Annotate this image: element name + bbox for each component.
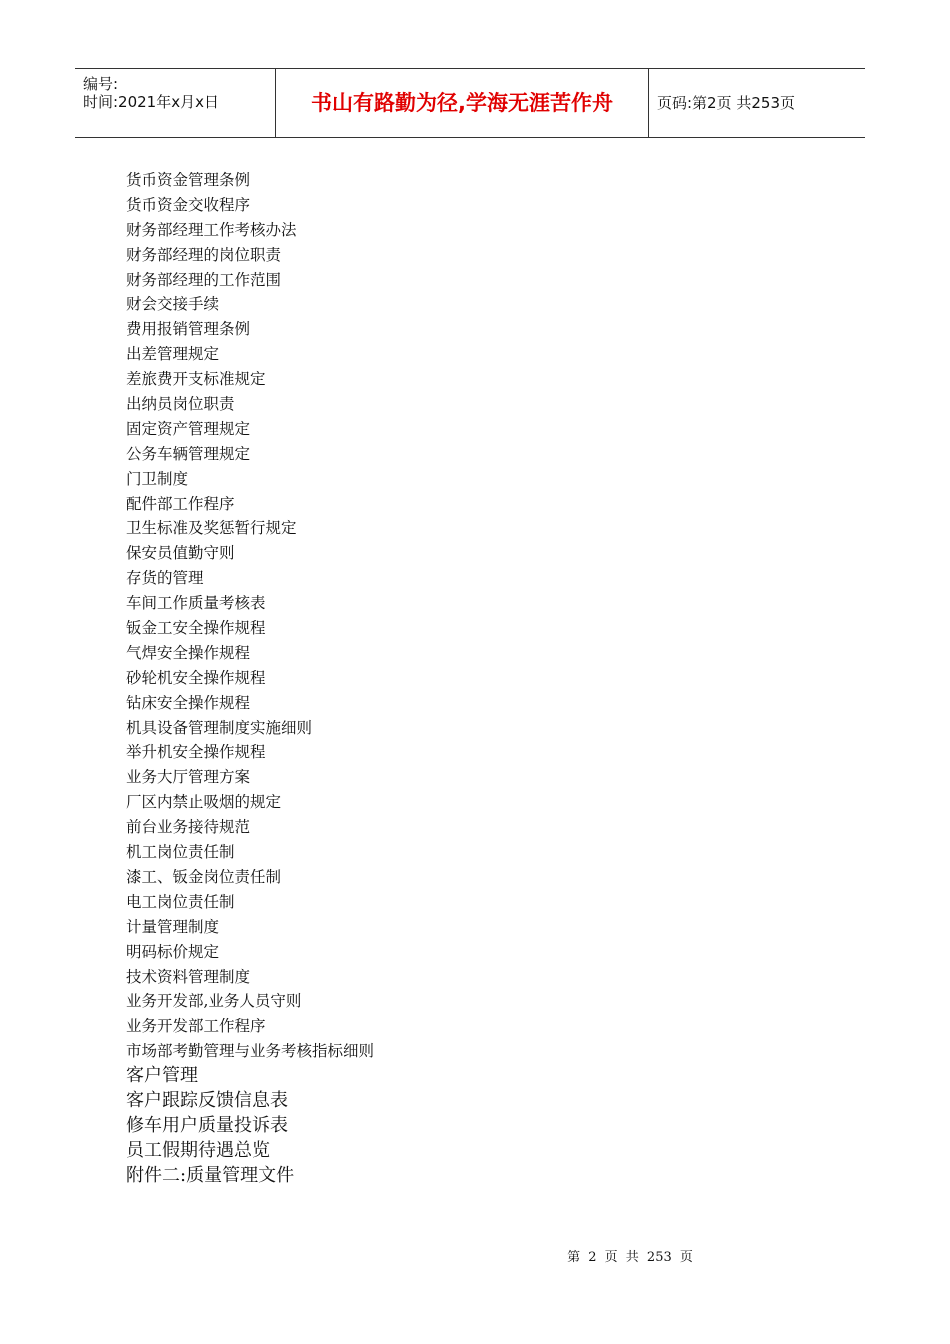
toc-item: 钣金工安全操作规程 [126,619,266,638]
toc-item: 砂轮机安全操作规程 [126,668,266,687]
toc-item: 技术资料管理制度 [126,967,251,986]
toc-item: 固定资产管理规定 [126,419,251,438]
toc-item: 机工岗位责任制 [126,843,235,862]
page-footer [0,1246,950,1265]
header-page-info: 页码:第2页 共253页 [657,94,795,112]
toc-item: 卫生标准及奖惩暂行规定 [126,519,297,538]
header-motto: 书山有路勤为径,学海无涯苦作舟 [311,91,613,115]
toc-item: 财务部经理工作考核办法 [126,220,297,239]
toc-item: 市场部考勤管理与业务考核指标细则 [126,1042,375,1061]
header-motto-cell [276,69,649,137]
toc-item: 举升机安全操作规程 [126,743,266,762]
toc-item: 电工岗位责任制 [126,892,235,911]
toc-item: 出差管理规定 [126,345,220,364]
toc-item: 财务部经理的岗位职责 [126,245,282,264]
toc-item: 差旅费开支标准规定 [126,370,266,389]
toc-item: 修车用户质量投诉表 [126,1114,288,1136]
toc-item: 配件部工作程序 [126,494,235,513]
toc-item: 业务开发部,业务人员守则 [126,992,302,1011]
toc-item: 气焊安全操作规程 [126,643,251,662]
toc-item: 业务大厅管理方案 [126,768,251,787]
toc-item: 客户管理 [126,1065,198,1087]
toc-item: 货币资金交收程序 [126,195,251,214]
table-of-contents [126,168,374,1189]
toc-item: 存货的管理 [126,569,204,588]
toc-item: 员工假期待遇总览 [126,1139,270,1161]
toc-item: 车间工作质量考核表 [126,594,266,613]
toc-item: 客户跟踪反馈信息表 [126,1089,288,1111]
toc-item: 财会交接手续 [126,295,220,314]
document-date-label: 时间:2021年x月x日 [83,93,219,111]
toc-item: 计量管理制度 [126,917,220,936]
toc-item: 公务车辆管理规定 [126,444,251,463]
toc-item: 费用报销管理条例 [126,320,251,339]
toc-item: 钻床安全操作规程 [126,693,251,712]
toc-item: 附件二:质量管理文件 [126,1164,295,1186]
toc-item: 财务部经理的工作范围 [126,270,282,289]
footer-page-number: 第 2 页 共 253 页 [567,1250,693,1265]
header-meta-cell [75,69,276,137]
toc-item: 明码标价规定 [126,942,220,961]
document-number-label: 编号: [83,75,119,93]
toc-item: 保安员值勤守则 [126,544,235,563]
toc-item: 厂区内禁止吸烟的规定 [126,793,282,812]
toc-item: 前台业务接待规范 [126,818,251,837]
toc-item: 门卫制度 [126,469,189,488]
toc-item: 机具设备管理制度实施细则 [126,718,313,737]
toc-item: 业务开发部工作程序 [126,1017,266,1036]
toc-item: 出纳员岗位职责 [126,395,235,414]
toc-item: 货币资金管理条例 [126,171,251,189]
page-header [75,68,865,138]
toc-item: 漆工、钣金岗位责任制 [126,867,282,886]
header-page-cell [649,69,865,137]
